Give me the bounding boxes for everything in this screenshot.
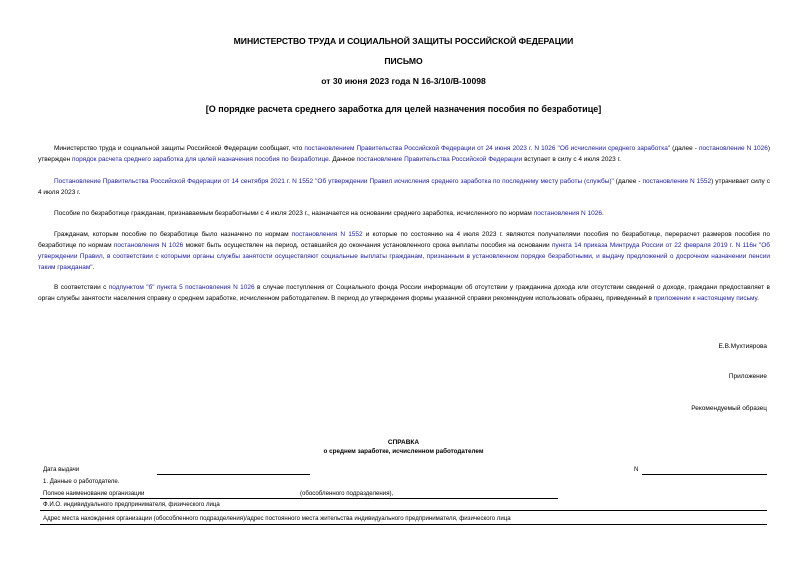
form-subtitle: о среднем заработке, исчисленном работодателем bbox=[323, 448, 484, 455]
document-date-number: от 30 июня 2023 года N 16-3/10/В-10098 bbox=[321, 76, 486, 86]
signature-name: Е.В.Мухтиярова bbox=[718, 343, 767, 350]
full-name-field[interactable] bbox=[40, 498, 558, 499]
address-field[interactable] bbox=[40, 524, 767, 525]
full-name-label: Полное наименование организации bbox=[43, 490, 145, 497]
number-label: N bbox=[634, 466, 639, 473]
link-decree-1552-norms[interactable]: постановления N 1552 bbox=[291, 231, 363, 238]
para4-text-2: и которые по состоянию на 4 июля 2023 г. являются получателями пособия по безработице, перерасчет размеров пособия по безработице по нормам bbox=[38, 231, 771, 249]
para3-text-2: . bbox=[602, 210, 604, 217]
para1-text-4: . Данное bbox=[328, 156, 357, 163]
fio-field[interactable] bbox=[40, 510, 767, 511]
branch-label: (обособленного подразделения), bbox=[300, 490, 394, 497]
link-calculation-procedure[interactable]: порядок расчета среднего заработка для целей назначения пособия по безработице bbox=[72, 156, 329, 163]
link-decree-1026-short[interactable]: постановление N 1026 bbox=[698, 145, 768, 152]
para4-text-4: . bbox=[92, 264, 95, 271]
para1-text-5: вступает в силу с 4 июля 2023 г. bbox=[522, 156, 621, 163]
link-order-116n[interactable]: пункта 14 приказа Минтруда России от 22 февраля 2019 г. N 116н "Об утверждении Правил, в соответствии с которыми органы службы занятости осуществляют социальные выплаты гражданам, признанным в установленном порядке безработными, и выдачу предложений о досрочном назначении пенсии таким гражданам" bbox=[38, 242, 771, 271]
paragraph-5 bbox=[38, 282, 770, 304]
appendix-label: Приложение bbox=[728, 373, 767, 380]
link-decree-1552[interactable]: Постановление Правительства Российской Федерации от 14 сентября 2021 г. N 1552 "Об утверждении Правил исчисления среднего заработка по последнему месту работы (службы)" bbox=[54, 178, 614, 185]
link-government-decree[interactable]: постановление Правительства Российской Федерации bbox=[356, 156, 523, 163]
issue-date-label: Дата выдачи bbox=[43, 466, 80, 473]
para4-text-1: Гражданам, которым пособие по безработице было назначено по нормам bbox=[54, 231, 292, 238]
para1-text-1: Министерство труда и социальной защиты Российской Федерации сообщает, что bbox=[54, 145, 305, 152]
recommended-sample-label: Рекомендуемый образец bbox=[691, 405, 767, 412]
address-label: Адрес места нахождения организации (обособленного подразделения)/адрес постоянного места жительства индивидуального предпринимателя, физического лица bbox=[43, 515, 511, 522]
link-appendix[interactable]: приложении к настоящему письму bbox=[653, 295, 758, 302]
para2-text-2: ) утрачивает силу с 4 июля 2023 г. bbox=[38, 178, 770, 196]
para5-text-2: в случае поступления от Социального фонда России информации об отсутствии у гражданина дохода или отсутствии сведений о доходе, граждани предоставляет в орган службы занятости населения справку о среднем заработке, исчисленном работодателем. В период до утверждения формы указанной справки рекомендуем использовать образец, приведенный в bbox=[38, 284, 770, 302]
para5-text-1: В соответствии с bbox=[54, 284, 109, 291]
para4-text-3: может быть осуществлен на период, оставшийся до окончания установленного срока выплаты пособия на основании bbox=[183, 242, 552, 249]
para2-text-1: (далее - bbox=[613, 178, 643, 185]
para1-text-2: (далее - bbox=[670, 145, 699, 152]
paragraph-4 bbox=[38, 229, 770, 273]
link-subpoint-b[interactable]: подпунктом "б" пункта 5 постановления N 1026 bbox=[108, 284, 255, 291]
issue-date-field[interactable] bbox=[157, 474, 310, 475]
para3-text-1: Пособие по безработице гражданам, признаваемым безработными с 4 июля 2023 г., назначается на основании среднего заработка, исчисленного по нормам bbox=[54, 210, 534, 217]
form-title: СПРАВКА bbox=[387, 439, 420, 446]
para1-text-3: ) утвержден bbox=[38, 145, 771, 163]
para5-text-3: . bbox=[757, 295, 759, 302]
number-field[interactable] bbox=[642, 474, 767, 475]
link-decree-1026-recalc[interactable]: постановления N 1026 bbox=[113, 242, 184, 249]
paragraph-3 bbox=[38, 208, 770, 219]
link-decree-1552-short[interactable]: постановление N 1552 bbox=[642, 178, 712, 185]
link-decree-1026[interactable]: постановлением Правительства Российской Федерации от 24 июня 2023 г. N 1026 "Об исчислении среднего заработка" bbox=[304, 145, 671, 152]
link-decree-1026-norms[interactable]: постановления N 1026 bbox=[533, 210, 603, 217]
document-subject: [О порядке расчета среднего заработка для целей назначения пособия по безработице] bbox=[205, 104, 602, 114]
employer-data-label: 1. Данные о работодателе. bbox=[43, 478, 120, 485]
fio-label: Ф.И.О. индивидуального предпринимателя, физического лица bbox=[43, 501, 220, 508]
paragraph-1 bbox=[38, 143, 770, 165]
ministry-title: МИНИСТЕРСТВО ТРУДА И СОЦИАЛЬНОЙ ЗАЩИТЫ РОССИЙСКОЙ ФЕДЕРАЦИИ bbox=[233, 36, 574, 46]
document-type: ПИСЬМО bbox=[384, 56, 423, 66]
paragraph-2 bbox=[38, 176, 770, 198]
